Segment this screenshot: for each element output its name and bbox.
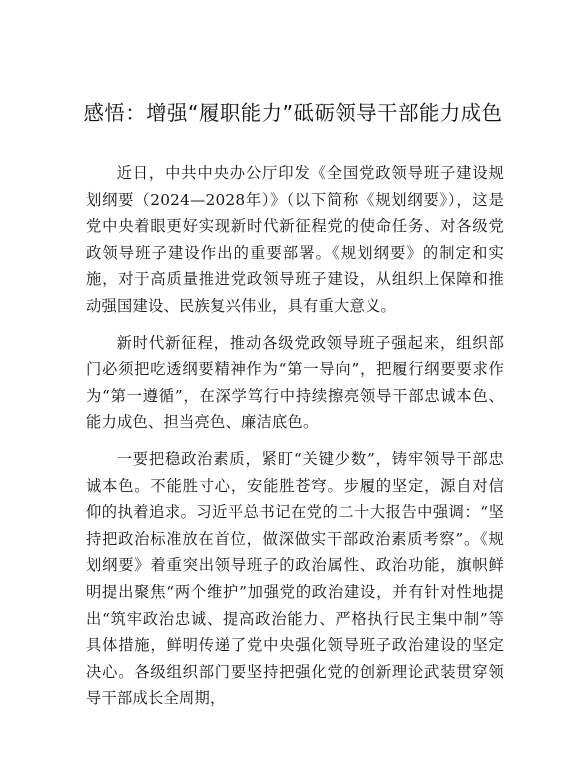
paragraph-1: 近日，中共中央办公厅印发《全国党政领导班子建设规划纲要（2024—2028年）》（以下简称《规划纲要》），这是党中央着眼更好实现新时代新征程党的使命任务、对各级党政领导班子建设作出的重要部署。《规划纲要》的制定和实施，对于高质量推进党政领导班子建设，从组织上保障和推动强国建设、民族复兴伟业，具有重大意义。 [86, 164, 504, 315]
article-body [86, 160, 504, 712]
paragraph-2: 新时代新征程，推动各级党政领导班子强起来，组织部门必须把吃透纲要精神作为“第一导向”，把履行纲要要求作为“第一遵循”，在深学笃行中持续擦亮领导干部忠诚本色、能力成色、担当亮色、廉洁底色。 [86, 333, 504, 432]
paragraph-3: 一要把稳政治素质，紧盯“关键少数”，铸牢领导干部忠诚本色。不能胜寸心，安能胜苍穹。步履的坚定，源自对信仰的执着追求。习近平总书记在党的二十大报告中强调：“坚持把政治标准放在首位，做深做实干部政治素质考察”。《规划纲要》着重突出领导班子的政治属性、政治功能，旗帜鲜明提出聚焦“两个维护”加强党的政治建设，并有针对性地提出“筑牢政治忠诚、提高政治能力、严格执行民主集中制”等具体措施，鲜明传递了党中央强化领导班子政治建设的坚定决心。各级组织部门要坚持把强化党的创新理论武装贯穿领导干部成长全周期， [86, 449, 504, 708]
article-title: 感悟：增强“履职能力”砥砺领导干部能力成色 [83, 101, 503, 125]
